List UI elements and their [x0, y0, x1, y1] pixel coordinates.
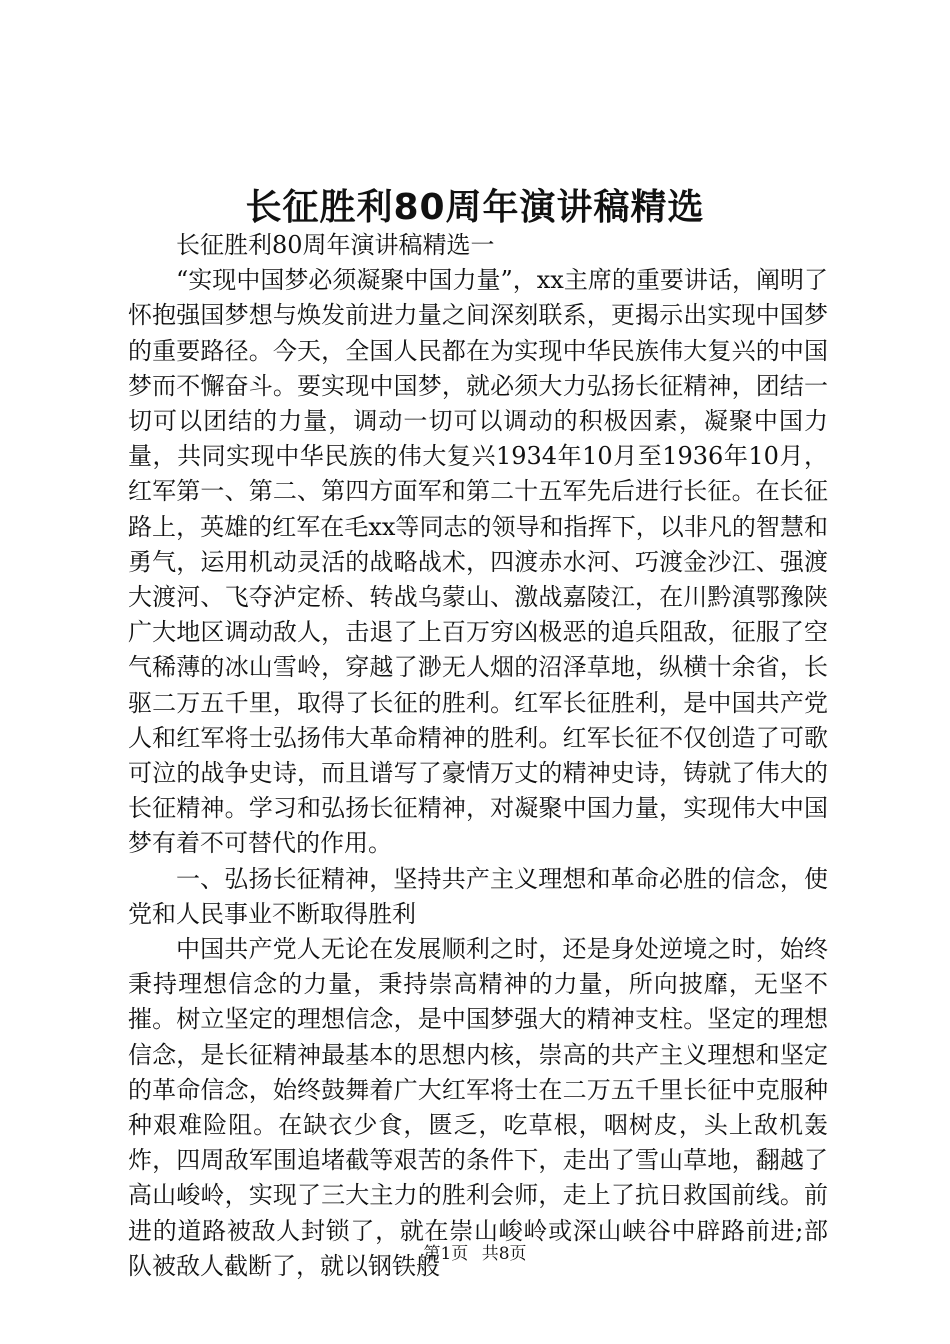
body-paragraph: “实现中国梦必须凝聚中国力量”，xx主席的重要讲话，阐明了怀抱强国梦想与焕发前进力量之间深刻联系，更揭示出实现中国梦的重要路径。今天，全国人民都在为实现中华民族伟大复兴的中国梦而不懈奋斗。要实现中国梦，就必须大力弘扬长征精神，团结一切可以团结的力量，调动一切可以调动的积极因素，凝聚中国力量，共同实现中华民族的伟大复兴1934年10月至1936年10月，红军第一、第二、第四方面军和第二十五军先后进行长征。在长征路上，英雄的红军在毛xx等同志的领导和指挥下，以非凡的智慧和勇气，运用机动灵活的战略战术，四渡赤水河、巧渡金沙江、强渡大渡河、飞夺泸定桥、转战乌蒙山、激战嘉陵江，在川黔滇鄂豫陕广大地区调动敌人，击退了上百万穷凶极恶的追兵阻敌，征服了空气稀薄的冰山雪岭，穿越了渺无人烟的沼泽草地，纵横十余省，长驱二万五千里，取得了长征的胜利。红军长征胜利，是中国共产党人和红军将士弘扬伟大革命精神的胜利。红军长征不仅创造了可歌可泣的战争史诗，而且谱写了豪情万丈的精神史诗，铸就了伟大的长征精神。学习和弘扬长征精神，对凝聚中国力量，实现伟大中国梦有着不可替代的作用。: [128, 266, 828, 858]
page-total: 共8页: [481, 1244, 527, 1264]
document-title: 长征胜利80周年演讲稿精选: [245, 187, 705, 228]
document-body: [128, 228, 828, 1284]
subtitle-paragraph: 长征胜利80周年演讲稿精选一: [176, 231, 495, 259]
page-number: 第1页: [423, 1244, 469, 1264]
section-heading-paragraph: 一、弘扬长征精神，坚持共产主义理想和革命必胜的信念，使党和人民事业不断取得胜利: [128, 864, 828, 928]
body-paragraph: 中国共产党人无论在发展顺利之时，还是身处逆境之时，始终秉持理想信念的力量，秉持崇高精神的力量，所向披靡，无坚不摧。树立坚定的理想信念，是中国梦强大的精神支柱。坚定的理想信念，是长征精神最基本的思想内核，崇高的共产主义理想和坚定的革命信念，始终鼓舞着广大红军将士在二万五千里长征中克服种种艰难险阻。在缺衣少食，匮乏，吃草根，咽树皮，头上敌机轰炸，四周敌军围追堵截等艰苦的条件下，走出了雪山草地，翻越了高山峻岭，实现了三大主力的胜利会师，走上了抗日救国前线。前进的道路被敌人封锁了，就在崇山峻岭或深山峡谷中辟路前进;部队被敌人截断了，就以钢铁般: [128, 935, 828, 1280]
page-footer: [0, 1242, 950, 1266]
